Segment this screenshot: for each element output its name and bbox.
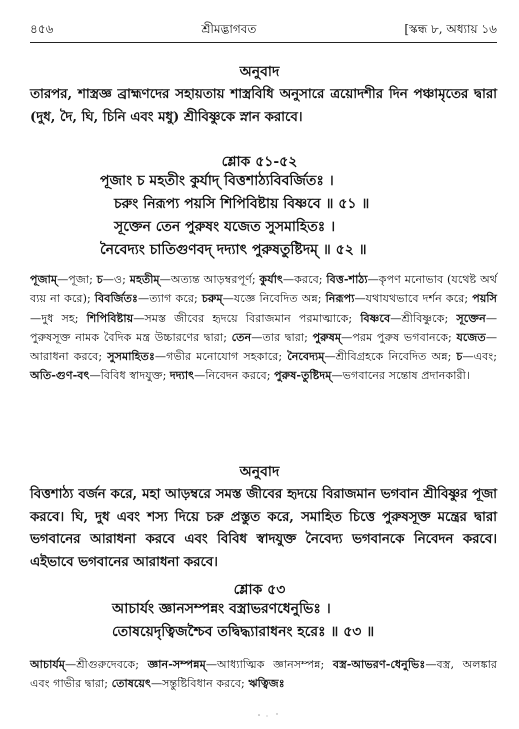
word-meanings-53: [30, 655, 497, 694]
gloss-term: চ: [456, 349, 463, 364]
translation-text-1: তারপর, শাস্ত্রজ্ঞ ব্রাহ্মণদের সহায়তায় শাস্ত্রবিধি অনুসারে ত্রয়োদশীর দিন পঞ্চামৃতের দ্বারা (দুধ, দৈ, ঘি, চিনি এবং মধু) শ্রীবিষ্ণুকে স্নান করাবে।: [30, 87, 497, 125]
gloss-meaning: —তার দ্বারা;: [251, 330, 313, 344]
gloss-term: অতি-গুণ-বৎ: [30, 368, 90, 383]
sloka-verse-53: [112, 598, 489, 644]
gloss-term: পূজাম্: [30, 272, 58, 286]
gloss-meaning: —শ্রীবিগ্রহকে নিবেদিত অন্ন;: [324, 350, 457, 364]
gloss-term: কুর্যাৎ: [259, 272, 283, 286]
header-rule: [30, 42, 497, 43]
gloss-meaning: —ও;: [102, 273, 130, 286]
gloss-meaning: —এবং;: [462, 350, 497, 364]
verse-line: তোষয়েদৃত্বিজশ্চৈব তদ্বিদ্ধ্যারাধনং হরেঃ ॥ ৫৩ ॥: [112, 624, 375, 640]
gloss-meaning: —ভগবানের সন্তোষ প্রদানকারী।: [331, 369, 470, 383]
gloss-term: বস্ত্র-আভরণ-ধেনুভিঃ: [332, 657, 426, 671]
gloss-term: দদ্যাৎ: [169, 368, 195, 383]
gloss-meaning: —শ্রীবিষ্ণুকে;: [390, 311, 457, 325]
gloss-meaning: —আধ্যাত্মিক জ্ঞানসম্পন্ন;: [205, 658, 333, 671]
gloss-meaning: —গভীর মনোযোগ সহকারে;: [154, 350, 288, 364]
gloss-term: যজেত: [456, 329, 486, 344]
verse-line: পূজাং চ মহতীং কুর্যাদ্ বিত্তশাঠ্যবিবর্জিতঃ ।: [100, 173, 334, 189]
gloss-term: পুরুষ-তুষ্টিদম্: [274, 368, 332, 383]
gloss-meaning: —পরম পুরুষ ভগবানকে;: [341, 330, 457, 344]
page-header: [30, 22, 497, 40]
gloss-meaning: —পুরুষসূক্ত নামক বৈদিক মন্ত্র উচ্চারণের দ্বারা;: [30, 311, 497, 344]
gloss-term: জ্ঞান-সম্পন্নম্: [147, 657, 206, 671]
verse-line: নৈবেদ্যং চাতিগুণবদ্ দদ্যাৎ পুরুষতুষ্টিদম্ ॥ ৫২ ॥: [100, 242, 367, 258]
translation-heading-2: অনুবাদ: [239, 464, 280, 480]
gloss-term: তোষয়েৎ: [111, 676, 151, 691]
gloss-meaning: —নিবেদন করবে;: [194, 369, 275, 383]
gloss-term: বিষ্ণবে: [360, 310, 391, 325]
word-meanings-51-52: [30, 270, 497, 386]
gloss-meaning: —যথাযথভাবে দর্শন করে;: [354, 292, 473, 306]
gloss-meaning: —করবে;: [282, 273, 327, 286]
gloss-term: নৈবেদ্যম্: [287, 349, 325, 364]
gloss-term: চ: [96, 272, 103, 286]
gloss-meaning: —ত্যাগ করে;: [138, 292, 202, 306]
gloss-meaning: —পূজা;: [57, 273, 97, 286]
gloss-meaning: —আরাধনা করবে;: [30, 330, 497, 364]
gloss-meaning: —কৃপণ মনোভাব (যথেষ্ট অর্থ ব্যয় না করে);: [30, 273, 498, 306]
gloss-meaning: —সমস্ত জীবের হৃদয়ে বিরাজমান পরমাত্মাকে;: [133, 311, 361, 325]
gloss-term: ঋত্বিজঃ: [248, 676, 285, 691]
gloss-meaning: —বস্ত্র, অলঙ্কার এবং গাভীর দ্বারা;: [30, 658, 497, 691]
book-title: শ্রীমদ্ভাগবত: [201, 22, 257, 36]
gloss-term: শিপিবিষ্টায়: [86, 310, 134, 325]
gloss-term: বিবর্জিতঃ: [94, 291, 139, 306]
gloss-meaning: —যজ্ঞে নিবেদিত অন্ন;: [222, 292, 326, 306]
verse-line: সূক্তেন তেন পুরুষং যজেত সুসমাহিতঃ ।: [114, 219, 336, 235]
page-number: ৪৫৬: [30, 22, 54, 36]
gloss-term: মহতীম্: [129, 272, 160, 286]
sloka-heading-53: শ্লোক ৫৩: [233, 582, 286, 598]
chapter-reference: [স্কন্ধ ৮, অধ্যায় ১৬: [404, 22, 497, 36]
gloss-meaning: —শ্রীগুরুদেবকে;: [65, 658, 148, 671]
gloss-meaning: —বিবিধ স্বাদযুক্ত;: [89, 369, 170, 383]
gloss-meaning: —অত্যন্ত আড়ম্বরপূর্ণ;: [159, 273, 260, 286]
translation-heading-1: অনুবাদ: [239, 64, 280, 80]
gloss-term: তেন: [231, 329, 252, 344]
translation-text-2: বিত্তশাঠ্য বর্জন করে, মহা আড়ম্বরে সমস্ত জীবের হৃদয়ে বিরাজমান ভগবান শ্রীবিষ্ণুর পূজা করবে। ঘি, দুধ এবং শস্য দিয়ে চরু প্রস্তুত করে, সমাহিত চিত্তে পুরুষসূক্ত মন্ত্রের দ্বারা ভগবানের আরাধনা করবে এবং বিবিধ স্বাদযুক্ত নৈবেদ্য ভগবানকে নিবেদন করবে। এইভাবে ভগবানের আরাধনা করবে।: [30, 487, 497, 570]
sloka-verse-51-52: [100, 170, 489, 262]
gloss-term: বিত্ত-শাঠ্য: [326, 272, 368, 286]
gloss-meaning: —দুধ সহ;: [30, 311, 87, 325]
verse-line: চরুং নিরূপ্য পয়সি শিপিবিষ্টায় বিষ্ণবে ॥ ৫১ ॥: [114, 196, 370, 212]
scan-speck: [255, 712, 285, 718]
gloss-term: চরুম্: [201, 291, 223, 306]
gloss-term: পয়সি: [472, 291, 497, 306]
gloss-meaning: —সন্তুষ্টিবিধান করবে;: [150, 677, 249, 691]
sloka-heading-51-52: শ্লোক ৫১-৫২: [221, 154, 298, 170]
gloss-term: নিরূপ্য: [325, 291, 355, 306]
gloss-term: পুরুষম্: [312, 329, 342, 344]
verse-line: আচার্যং জ্ঞানসম্পন্নং বস্ত্রাভরণধেনুভিঃ ।: [112, 601, 331, 617]
gloss-term: আচার্যম্: [30, 657, 65, 671]
gloss-term: সুসমাহিতঃ: [107, 349, 155, 364]
gloss-term: সূক্তেন: [456, 310, 486, 325]
